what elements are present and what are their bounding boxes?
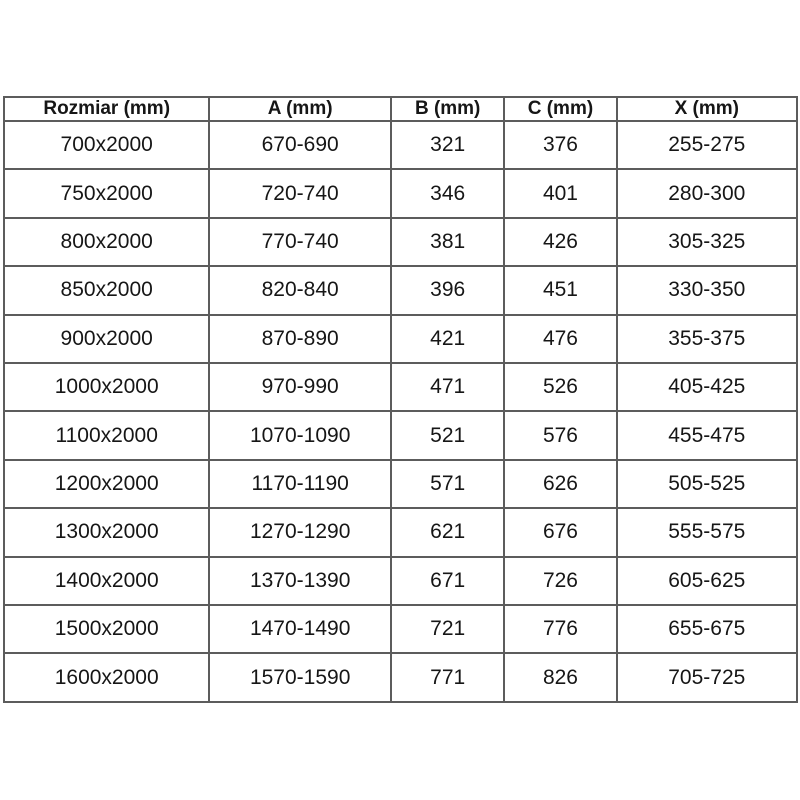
size-table-container bbox=[3, 96, 798, 703]
cell-a: 720-740 bbox=[209, 169, 391, 217]
cell-a: 1170-1190 bbox=[209, 460, 391, 508]
cell-a: 770-740 bbox=[209, 218, 391, 266]
cell-c: 726 bbox=[504, 557, 616, 605]
cell-x: 405-425 bbox=[617, 363, 797, 411]
cell-rozmiar: 750x2000 bbox=[4, 169, 209, 217]
cell-rozmiar: 1100x2000 bbox=[4, 411, 209, 459]
cell-rozmiar: 1500x2000 bbox=[4, 605, 209, 653]
cell-c: 826 bbox=[504, 653, 616, 702]
column-header-rozmiar: Rozmiar (mm) bbox=[4, 97, 209, 121]
cell-a: 670-690 bbox=[209, 121, 391, 169]
cell-a: 1470-1490 bbox=[209, 605, 391, 653]
table-row bbox=[4, 557, 797, 605]
cell-rozmiar: 1300x2000 bbox=[4, 508, 209, 556]
cell-x: 355-375 bbox=[617, 315, 797, 363]
cell-rozmiar: 800x2000 bbox=[4, 218, 209, 266]
cell-c: 451 bbox=[504, 266, 616, 314]
cell-b: 346 bbox=[391, 169, 504, 217]
table-row bbox=[4, 411, 797, 459]
cell-rozmiar: 1600x2000 bbox=[4, 653, 209, 702]
cell-c: 776 bbox=[504, 605, 616, 653]
cell-rozmiar: 700x2000 bbox=[4, 121, 209, 169]
table-row bbox=[4, 169, 797, 217]
cell-b: 621 bbox=[391, 508, 504, 556]
cell-x: 655-675 bbox=[617, 605, 797, 653]
cell-b: 521 bbox=[391, 411, 504, 459]
cell-c: 626 bbox=[504, 460, 616, 508]
cell-b: 381 bbox=[391, 218, 504, 266]
cell-b: 421 bbox=[391, 315, 504, 363]
cell-a: 820-840 bbox=[209, 266, 391, 314]
cell-x: 455-475 bbox=[617, 411, 797, 459]
column-header-a: A (mm) bbox=[209, 97, 391, 121]
cell-x: 280-300 bbox=[617, 169, 797, 217]
table-row bbox=[4, 315, 797, 363]
table-row bbox=[4, 508, 797, 556]
header-row bbox=[4, 97, 797, 121]
cell-c: 426 bbox=[504, 218, 616, 266]
cell-rozmiar: 850x2000 bbox=[4, 266, 209, 314]
cell-c: 676 bbox=[504, 508, 616, 556]
cell-b: 396 bbox=[391, 266, 504, 314]
cell-c: 526 bbox=[504, 363, 616, 411]
cell-rozmiar: 1000x2000 bbox=[4, 363, 209, 411]
cell-rozmiar: 1200x2000 bbox=[4, 460, 209, 508]
cell-x: 705-725 bbox=[617, 653, 797, 702]
cell-c: 576 bbox=[504, 411, 616, 459]
cell-b: 321 bbox=[391, 121, 504, 169]
table-row bbox=[4, 460, 797, 508]
cell-c: 476 bbox=[504, 315, 616, 363]
cell-a: 1370-1390 bbox=[209, 557, 391, 605]
column-header-c: C (mm) bbox=[504, 97, 616, 121]
cell-a: 1270-1290 bbox=[209, 508, 391, 556]
table-row bbox=[4, 121, 797, 169]
cell-x: 605-625 bbox=[617, 557, 797, 605]
cell-x: 555-575 bbox=[617, 508, 797, 556]
cell-a: 970-990 bbox=[209, 363, 391, 411]
table-row bbox=[4, 653, 797, 702]
cell-a: 1570-1590 bbox=[209, 653, 391, 702]
cell-x: 255-275 bbox=[617, 121, 797, 169]
table-row bbox=[4, 605, 797, 653]
cell-b: 571 bbox=[391, 460, 504, 508]
cell-b: 671 bbox=[391, 557, 504, 605]
cell-x: 330-350 bbox=[617, 266, 797, 314]
cell-rozmiar: 1400x2000 bbox=[4, 557, 209, 605]
table-row bbox=[4, 266, 797, 314]
cell-a: 870-890 bbox=[209, 315, 391, 363]
cell-x: 305-325 bbox=[617, 218, 797, 266]
table-row bbox=[4, 218, 797, 266]
cell-c: 401 bbox=[504, 169, 616, 217]
column-header-b: B (mm) bbox=[391, 97, 504, 121]
cell-b: 721 bbox=[391, 605, 504, 653]
cell-rozmiar: 900x2000 bbox=[4, 315, 209, 363]
cell-b: 771 bbox=[391, 653, 504, 702]
size-table bbox=[3, 96, 798, 703]
cell-c: 376 bbox=[504, 121, 616, 169]
cell-x: 505-525 bbox=[617, 460, 797, 508]
cell-a: 1070-1090 bbox=[209, 411, 391, 459]
column-header-x: X (mm) bbox=[617, 97, 797, 121]
cell-b: 471 bbox=[391, 363, 504, 411]
table-row bbox=[4, 363, 797, 411]
